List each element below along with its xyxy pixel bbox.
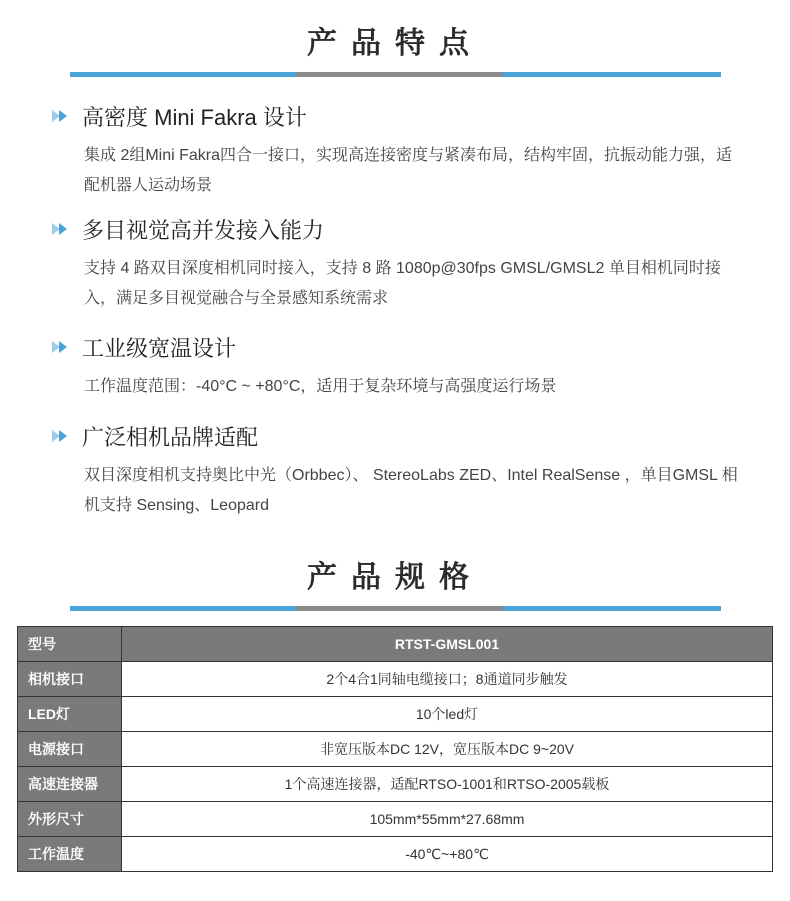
feature-description: 双目深度相机支持奥比中光（Orbbec）、 StereoLabs ZED、Intel RealSense ，单目GMSL 相机支持 Sensing、Leopard: [84, 467, 738, 514]
features-section-title: 产品特点: [307, 27, 483, 60]
spec-value: 10个led灯: [122, 697, 773, 732]
spec-label: LED灯: [18, 697, 122, 732]
table-row: [18, 802, 773, 837]
table-row: [18, 767, 773, 802]
feature-item: [52, 421, 742, 521]
spec-value: 非宽压版本DC 12V，宽压版本DC 9~20V: [122, 732, 773, 767]
feature-description: 工作温度范围：-40°C ~ +80°C，适用于复杂环境与高强度运行场景: [84, 378, 557, 395]
table-row: [18, 837, 773, 872]
title-divider: [70, 606, 721, 611]
feature-title: 广泛相机品牌适配: [82, 424, 259, 450]
spec-value: 105mm*55mm*27.68mm: [122, 802, 773, 837]
feature-item: [52, 332, 742, 402]
spec-value: RTST-GMSL001: [122, 627, 773, 662]
table-row: [18, 627, 773, 662]
spec-label: 外形尺寸: [18, 802, 122, 837]
spec-label: 相机接口: [18, 662, 122, 697]
feature-title: 工业级宽温设计: [82, 335, 237, 361]
double-chevron-right-icon: [52, 222, 72, 236]
spec-value: 2个4合1同轴电缆接口；8通道同步触发: [122, 662, 773, 697]
title-divider: [70, 72, 721, 77]
table-row: [18, 732, 773, 767]
feature-title: 高密度 Mini Fakra 设计: [82, 104, 307, 130]
feature-item: [52, 101, 742, 201]
spec-label: 高速连接器: [18, 767, 122, 802]
feature-item: [52, 214, 742, 314]
spec-table: [17, 626, 773, 872]
double-chevron-right-icon: [52, 109, 72, 123]
spec-value: -40℃~+80℃: [122, 837, 773, 872]
feature-description: 支持 4 路双目深度相机同时接入，支持 8 路 1080p@30fps GMSL/GMSL2 单目相机同时接入，满足多目视觉融合与全景感知系统需求: [84, 260, 721, 307]
double-chevron-right-icon: [52, 340, 72, 354]
spec-value: 1个高速连接器，适配RTSO-1001和RTSO-2005载板: [122, 767, 773, 802]
feature-title: 多目视觉高并发接入能力: [82, 217, 325, 243]
table-row: [18, 662, 773, 697]
double-chevron-right-icon: [52, 429, 72, 443]
spec-label: 型号: [18, 627, 122, 662]
spec-label: 电源接口: [18, 732, 122, 767]
spec-section-title: 产品规格: [307, 561, 483, 594]
table-row: [18, 697, 773, 732]
spec-label: 工作温度: [18, 837, 122, 872]
feature-description: 集成 2组Mini Fakra四合一接口，实现高连接密度与紧凑布局，结构牢固，抗振动能力强，适配机器人运动场景: [84, 147, 733, 194]
